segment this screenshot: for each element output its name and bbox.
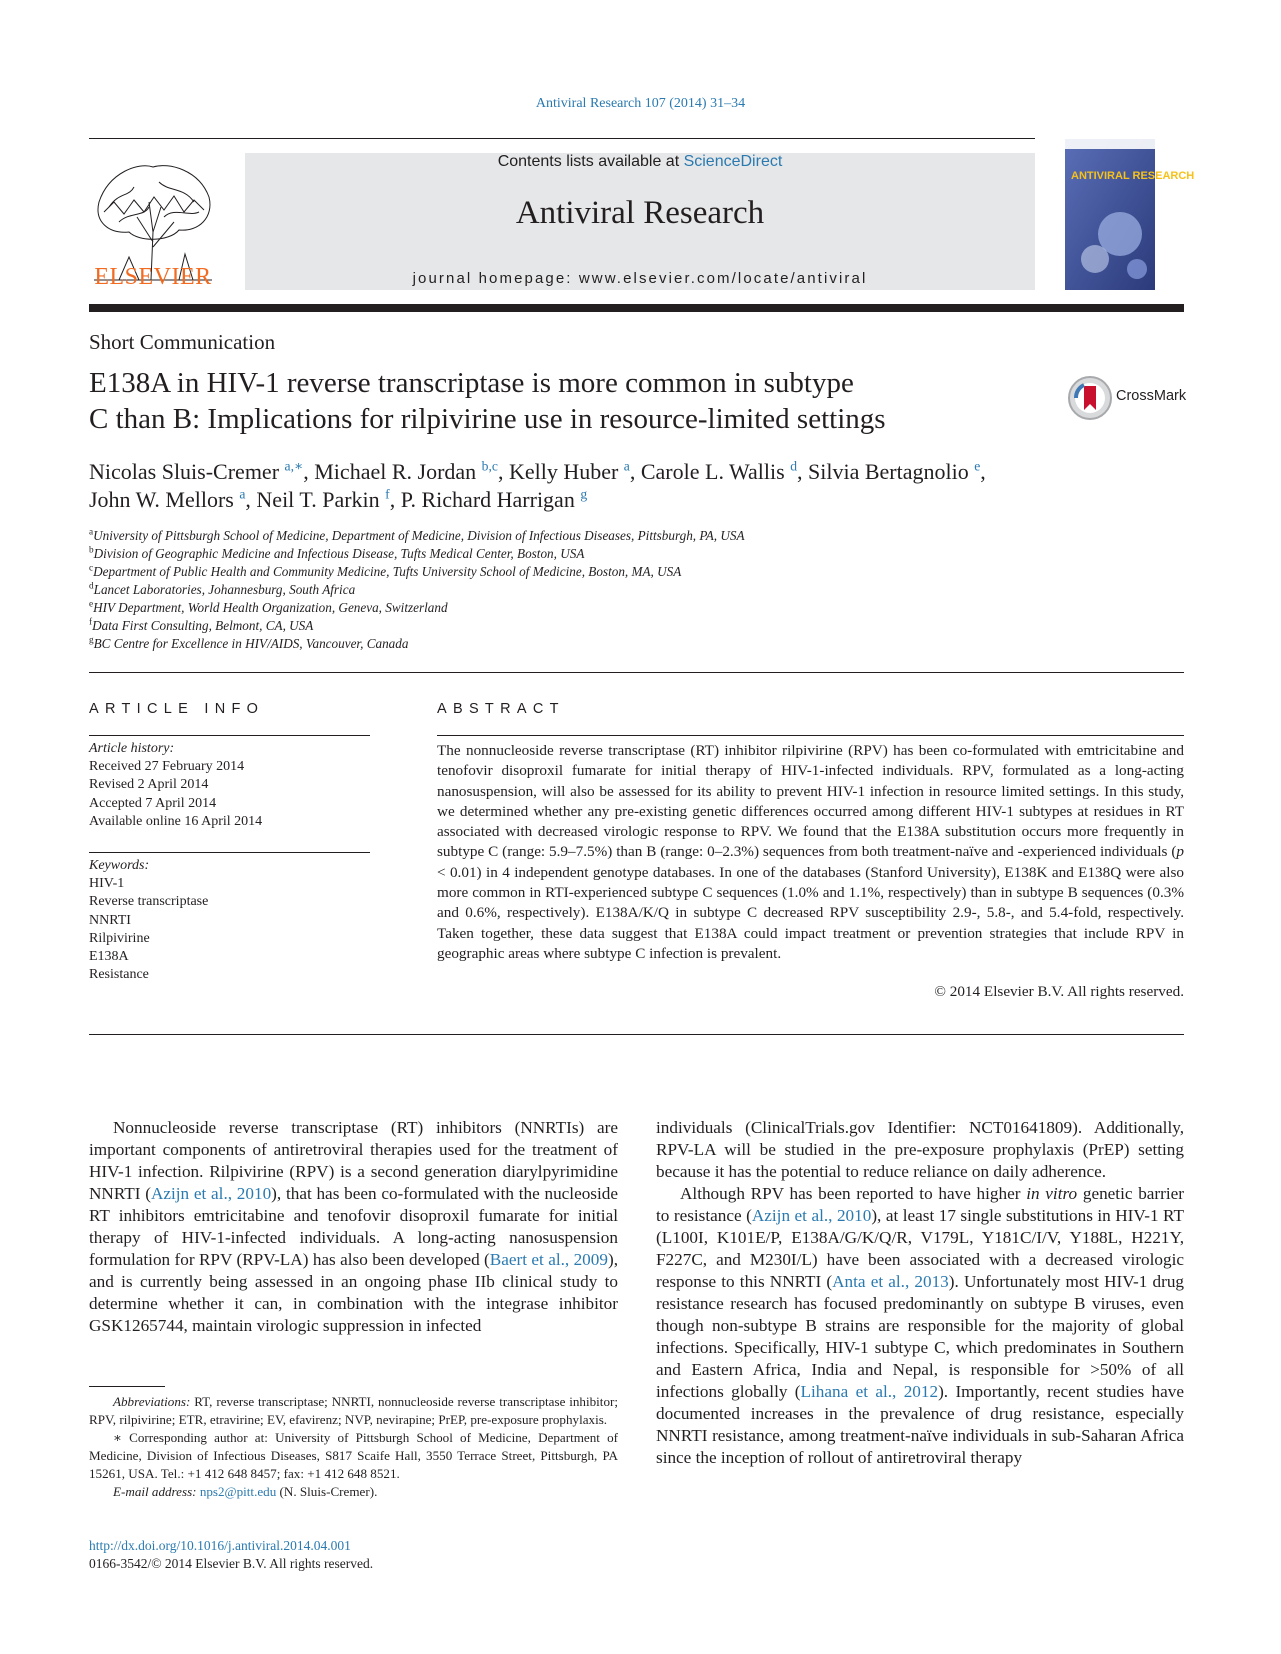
affiliation-marker: b <box>89 544 94 555</box>
author-name: Carole L. Wallis <box>640 459 785 484</box>
header-rule <box>89 138 1035 139</box>
keywords-label: Keywords: <box>89 858 150 873</box>
affiliation-marker: c <box>89 562 94 573</box>
author-affiliation-marker[interactable]: a <box>239 486 246 502</box>
doi-link[interactable]: http://dx.doi.org/10.1016/j.antiviral.2014.04.001 <box>89 1538 351 1553</box>
citation-link[interactable]: Anta et al., 2013 <box>832 1272 949 1291</box>
footnote-rule <box>89 1386 165 1387</box>
body-paragraph <box>656 1183 1184 1469</box>
keywords-block <box>89 857 370 984</box>
email-link[interactable]: nps2@pitt.edu <box>199 1484 277 1499</box>
author-list <box>89 458 1189 514</box>
affiliation-item <box>89 617 1089 635</box>
affiliation-marker: e <box>89 598 94 609</box>
citation-link[interactable]: Lihana et al., 2012 <box>800 1382 939 1401</box>
history-label: Article history: <box>89 741 175 756</box>
history-item: Available online 16 April 2014 <box>89 813 263 829</box>
affiliation-marker: d <box>89 580 94 591</box>
abbreviations-text: RT, reverse transcriptase; NNRTI, nonnucleoside reverse transcriptase inhibitor; RPV, rilpivirine; ETR, etravirine; EV, efavirenz; NVP, nevirapine; PrEP, pre-exposure prophylaxis. <box>89 1394 618 1427</box>
journal-cover-image <box>1065 139 1195 290</box>
abstract-end-rule <box>89 1034 1184 1035</box>
keyword-item: Rilpivirine <box>89 930 150 946</box>
affiliation-text: BC Centre for Excellence in HIV/AIDS, Vancouver, Canada <box>93 636 409 651</box>
author-name: Michael R. Jordan <box>314 459 477 484</box>
affiliation-text: HIV Department, World Health Organization, Geneva, Switzerland <box>93 600 448 615</box>
author-separator: , <box>245 487 257 512</box>
citation-link[interactable]: Azijn et al., 2010 <box>150 1184 272 1203</box>
title-line-2: C than B: Implications for rilpivirine use in resource-limited settings <box>89 403 886 435</box>
corresponding-mark: ∗ <box>113 1430 122 1445</box>
contents-line <box>245 153 1035 171</box>
abstract-heading: ABSTRACT <box>437 701 565 717</box>
email-suffix: (N. Sluis-Cremer). <box>276 1484 378 1499</box>
author-name: P. Richard Harrigan <box>400 487 575 512</box>
corresponding-author-footnote <box>89 1429 618 1483</box>
author-name: Silvia Bertagnolio <box>808 459 969 484</box>
citation-link[interactable]: Azijn et al., 2010 <box>751 1206 872 1225</box>
keyword-item: HIV-1 <box>89 876 125 892</box>
author-affiliation-marker[interactable]: e <box>974 458 981 474</box>
affiliation-text: University of Pittsburgh School of Medicine, Department of Medicine, Division of Infectious Diseases, Pittsburgh, PA, USA <box>93 528 745 543</box>
author-separator: , <box>389 487 401 512</box>
author-separator: , <box>797 459 809 484</box>
journal-homepage[interactable]: journal homepage: www.elsevier.com/locate/antiviral <box>412 270 868 287</box>
abstract-part-2: < 0.01) in 4 independent genotype databases. In one of the databases (Stanford University), E138K and E138Q were also more common in RTI-experienced subtype C sequences (1.0% and 1.1%, respectively) than in subtype B sequences (0.3% and 0.6%, respectively). E138A/K/Q in subtype C decreased RPV susceptibility 2.9-, 5.8-, and 5.4-fold, respectively. Taken together, these data suggest that E138A could impact treatment or prevention strategies that include RPV in geographic areas where subtype C infection is prevalent. <box>437 863 1184 962</box>
author-name: John W. Mellors <box>89 487 234 512</box>
journal-reference[interactable]: Antiviral Research 107 (2014) 31–34 <box>535 96 746 111</box>
author-name: Kelly Huber <box>508 459 619 484</box>
keywords-rule <box>89 852 370 853</box>
body-column-left <box>89 1117 618 1337</box>
email-label: E-mail address: <box>113 1484 197 1499</box>
author-name: Neil T. Parkin <box>256 487 380 512</box>
journal-title: Antiviral Research <box>515 195 765 231</box>
keyword-item: NNRTI <box>89 912 131 928</box>
history-item: Received 27 February 2014 <box>89 759 245 775</box>
abstract-rule <box>437 735 1184 736</box>
keyword-list <box>89 875 370 984</box>
body-column-right <box>656 1117 1184 1469</box>
crossmark-icon <box>1066 374 1114 422</box>
author-name: Nicolas Sluis-Cremer <box>89 459 280 484</box>
section-rule <box>89 672 1184 673</box>
article-info-heading: ARTICLE INFO <box>89 701 265 717</box>
crossmark-badge[interactable] <box>1066 374 1196 422</box>
affiliation-text: Division of Geographic Medicine and Infectious Disease, Tufts Medical Center, Boston, USA <box>93 546 585 561</box>
keyword-item: Resistance <box>89 967 149 983</box>
abbreviations-label: Abbreviations: <box>113 1394 191 1409</box>
body-text: Nonnucleoside reverse transcriptase (RT) inhibitors (NNRTIs) are important components of antiretroviral therapies used for the treatment of HIV-1 infection. Rilpivirine (RPV) is a second generation diarylpyrimidine NNRTI ( <box>89 1118 618 1203</box>
article-title <box>89 365 1049 437</box>
body-text: ). Unfortunately most HIV-1 drug resistance research has focused predominantly on subtype B viruses, even though non-subtype B strains are responsible for the majority of global infections. Specifically, HIV-1 subtype C, which predominates in Southern and Eastern Africa, India and Nepal, is responsible for >50% of all infections globally ( <box>656 1272 1185 1401</box>
body-text: ), at least 17 single substitutions in HIV-1 RT (L100I, K101E/P, E138A/G/K/Q/R, V179L, Y181C/I/V, Y188L, H221Y, F227C, and M230I/L) have been associated with a decreased virologic response to this NNRTI ( <box>656 1206 1184 1291</box>
affiliation-marker: f <box>89 616 93 627</box>
author-affiliation-marker[interactable]: a <box>623 458 630 474</box>
affiliation-marker: a <box>89 526 94 537</box>
body-text: genetic barrier to resistance ( <box>656 1184 1184 1225</box>
title-line-1: E138A in HIV-1 reverse transcriptase is more common in subtype <box>89 367 854 399</box>
body-paragraph <box>89 1117 618 1337</box>
issn-line: 0166-3542/© 2014 Elsevier B.V. All rights reserved. <box>89 1556 374 1571</box>
affiliation-item <box>89 599 1089 617</box>
citation-link[interactable]: Baert et al., 2009 <box>489 1250 608 1269</box>
author-affiliation-marker[interactable]: d <box>790 458 798 474</box>
affiliation-marker: g <box>89 634 94 645</box>
history-item: Accepted 7 April 2014 <box>89 795 217 811</box>
affiliation-item <box>89 545 1089 563</box>
contents-prefix: Contents lists available at <box>497 153 684 170</box>
author-affiliation-marker[interactable]: f <box>385 486 390 502</box>
keyword-item: E138A <box>89 949 129 965</box>
body-text-italic: in vitro <box>1026 1184 1078 1203</box>
footnotes <box>89 1393 618 1501</box>
author-affiliation-marker[interactable]: a,∗ <box>284 458 304 474</box>
header-thick-rule <box>89 304 1184 312</box>
author-separator: , <box>980 459 986 484</box>
abstract-p-italic: p <box>1176 843 1184 861</box>
sciencedirect-link[interactable]: ScienceDirect <box>683 153 783 170</box>
affiliation-text: Data First Consulting, Belmont, CA, USA <box>92 618 314 633</box>
author-affiliation-marker[interactable]: g <box>580 486 588 502</box>
body-text: ). Importantly, recent studies have documented increases in the prevalence of drug resistance, especially NNRTI resistance, among treatment-naïve individuals in sub-Saharan Africa since the inception of rollout of antiretroviral therapy <box>656 1382 1184 1467</box>
author-separator: , <box>497 459 509 484</box>
abbreviations-footnote <box>89 1393 618 1429</box>
affiliation-text: Lancet Laboratories, Johannesburg, South Africa <box>93 582 356 597</box>
affiliation-list <box>89 527 1089 653</box>
affiliation-item <box>89 581 1089 599</box>
author-separator: , <box>629 459 641 484</box>
history-item: Revised 2 April 2014 <box>89 777 209 793</box>
body-text: ), that has been co-formulated with the nucleoside RT inhibitors emtricitabine and tenofovir disoproxil fumarate for initial therapy of HIV-1-infected individuals. A long-acting nanosuspension formulation for RPV (RPV-LA) has also been developed ( <box>89 1184 618 1269</box>
affiliation-item <box>89 527 1089 545</box>
email-footnote <box>89 1483 618 1501</box>
author-affiliation-marker[interactable]: b,c <box>481 458 498 474</box>
history-list <box>89 758 370 831</box>
abstract-part-1: The nonnucleoside reverse transcriptase (RT) inhibitor rilpivirine (RPV) has been co-formulated with emtricitabine and tenofovir disoproxil fumarate for initial therapy of HIV-1-infected individuals. RPV, formulated as a long-acting nanosuspension, will also be assessed for its ability to prevent HIV-1 infection in resource limited settings. In this study, we determined whether any pre-existing genetic differences occurred among different HIV-1 subtypes at residues in RT associated with decreased virologic response to RPV. We found that the E138A substitution occurs more frequently in subtype C (range: 5.9–7.5%) than B (range: 0–2.3%) sequences from both treatment-naïve and -experienced individuals ( <box>437 742 1184 861</box>
affiliation-item <box>89 635 1089 653</box>
cover-title: ANTIVIRAL RESEARCH <box>1071 170 1195 182</box>
article-info-rule <box>89 735 370 736</box>
author-separator: , <box>303 459 315 484</box>
corresponding-text: Corresponding author at: University of Pittsburgh School of Medicine, Department of Medicine, Division of Infectious Diseases, S817 Scaife Hall, 3550 Terrace Street, Pittsburgh, PA 15261, USA. Tel.: +1 412 648 8457; fax: +1 412 648 8521. <box>89 1430 618 1481</box>
crossmark-label: CrossMark <box>1116 388 1187 404</box>
body-paragraph: individuals (ClinicalTrials.gov Identifier: NCT01641809). Additionally, RPV-LA will be studied in the pre-exposure prophylaxis (PrEP) setting because it has the potential to reduce reliance on daily adherence. <box>656 1118 1184 1181</box>
keyword-item: Reverse transcriptase <box>89 894 209 910</box>
article-type: Short Communication <box>89 330 276 354</box>
elsevier-wordmark: ELSEVIER <box>94 264 212 290</box>
abstract-text <box>437 741 1184 964</box>
body-text: ), and is currently being assessed in an ongoing phase IIb clinical study to determine whether it can, in combination with the integrase inhibitor GSK1265744, maintain virologic suppression in infected <box>89 1250 618 1335</box>
body-text: Although RPV has been reported to have higher <box>680 1184 1027 1203</box>
article-history <box>89 740 370 831</box>
doi-block <box>89 1537 373 1573</box>
abstract-copyright: © 2014 Elsevier B.V. All rights reserved. <box>934 983 1184 1000</box>
affiliation-item <box>89 563 1089 581</box>
affiliation-text: Department of Public Health and Community Medicine, Tufts University School of Medicine, Boston, MA, USA <box>93 564 682 579</box>
